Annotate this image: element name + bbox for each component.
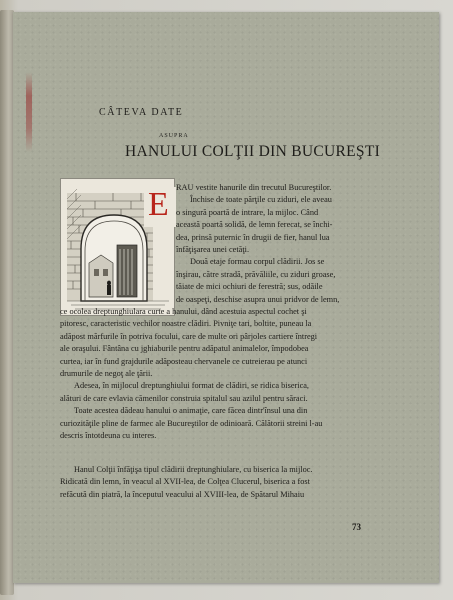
- text-line: ce ocolea dreptunghiulara curte a hanului, dând acestuia aspectul cochet şi: [60, 307, 307, 316]
- header-small-title: CÂTEVA DATE: [99, 107, 184, 118]
- text-line: drumurile de negoţ ale ţării.: [60, 368, 153, 378]
- text-line: RAU vestite hanurile din trecutul Bucureştilor.: [176, 183, 332, 192]
- text-line: pitoresc, caracteristic vechilor noastre clădiri. Pivniţe tari, boltite, puneau la: [60, 319, 312, 329]
- book-page: [13, 12, 439, 583]
- text-line: curiozităţile pline de farmec ale Bucureştilor de odinioară. Călătorii streini l-au: [60, 418, 323, 428]
- text-line: înfăţişarea unei cetăţi.: [176, 244, 250, 254]
- text-line: Închise de toate părţile cu ziduri, ele aveau: [190, 195, 332, 205]
- text-line: Hanul Colţii înfăţişa tipul clădirii dreptunghiulare, cu biserica la mijloc.: [74, 465, 313, 474]
- text-line: refăcută din piatră, la începutul veacului al XVIII-lea, de Spătarul Mihaiu: [60, 489, 305, 499]
- engraving-illustration: [60, 178, 175, 316]
- page-title: HANULUI COLŢII DIN BUCUREŞTI: [125, 143, 381, 160]
- drop-cap-initial: E: [148, 186, 169, 223]
- text-line: o singură poartă de intrare, la mijloc. Când: [176, 207, 319, 217]
- text-line: ale oraşului. Fântâna cu jghiaburile pentru adăpatul animalelor, împodobea: [60, 344, 309, 354]
- page-number: 73: [352, 522, 361, 532]
- text-line: Ridicată din lemn, în veacul al XVII-lea, de Colţea Clucerul, biserica a fost: [60, 477, 310, 487]
- red-stain-mark: [26, 72, 32, 152]
- previous-page-edge: [0, 10, 14, 595]
- text-line: alături de care evlavia cămenilor construia spitalul sau azilul pentru săraci.: [60, 393, 308, 403]
- text-line: Două etaje formau corpul clădirii. Jos se: [190, 257, 325, 267]
- text-line: Adesea, în mijlocul dreptunghiului format de clădiri, se ridica biserica,: [74, 381, 310, 391]
- text-line: adăpost mărfurile în potriva focului, care de multe ori pârjoles cartiere întregi: [60, 331, 318, 341]
- text-line: tăiate de mici ochiuri de ferestră; sus, odăile: [176, 282, 323, 292]
- second-paragraph: [60, 464, 432, 501]
- text-full-width: [60, 306, 432, 442]
- text-beside-image: [176, 182, 431, 306]
- text-line: descris întotdeuna cu interes.: [60, 430, 157, 440]
- text-line: Toate acestea dădeau hanului o animaţie, care făcea dintr'însul una din: [74, 406, 308, 416]
- header-connector: ASUPRA: [159, 133, 189, 139]
- text-line: de oaspeţi, deschise asupra unui pridvor de lemn,: [176, 294, 340, 304]
- text-line: dea, prinsă puternic în drugii de fier, hanul lua: [176, 232, 330, 242]
- text-line: înşirau, către stradă, prăvăliile, cu ziduri groase,: [176, 269, 336, 279]
- text-line: această poartă solidă, de lemn ferecat, se închi-: [176, 220, 333, 230]
- text-line: curtea, iar în fund grajdurile adăposteau chervanele ce cutreierau pe atunci: [60, 356, 308, 366]
